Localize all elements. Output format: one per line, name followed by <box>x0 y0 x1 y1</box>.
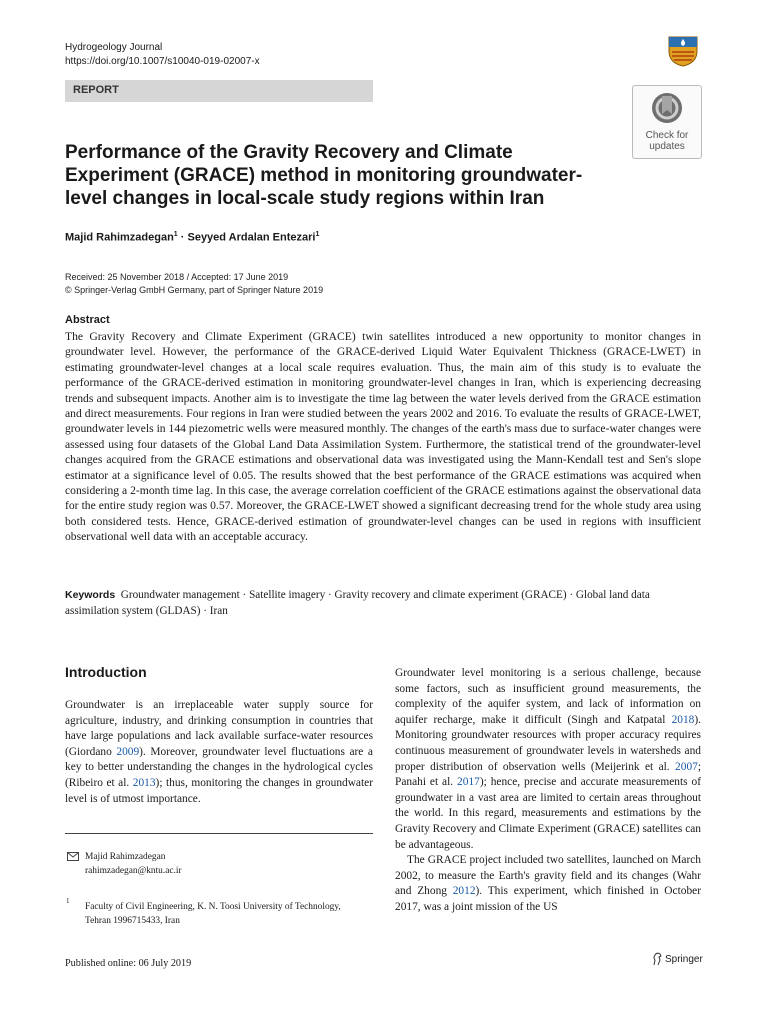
corresponding-author <box>85 850 182 878</box>
journal-name: Hydrogeology Journal <box>65 42 163 53</box>
author-1[interactable]: Majid Rahimzadegan <box>65 231 174 244</box>
keywords-label: Keywords <box>65 589 116 601</box>
envelope-icon <box>67 852 79 861</box>
publisher-name: Springer <box>665 954 703 965</box>
intro-text: Groundwater level monitoring is a serious challenge, because some factors, such as insufficient ground measurements, the complexity of the aquifer system, and lack of information on aquifer recharge, make it difficult (Singh and Katpatal <box>395 667 701 726</box>
paper-title: Performance of the Gravity Recovery and Climate Experiment (GRACE) method in monitoring groundwater-level changes in local-scale study regions within Iran <box>65 142 583 209</box>
bookmark-icon <box>651 92 683 126</box>
intro-text: ). This experiment, which finished in October 2017, was a joint mission of the US <box>395 885 701 913</box>
badge-line1: Check for <box>645 130 689 141</box>
citation-link[interactable]: 2012 <box>452 885 476 898</box>
affiliation-number: 1 <box>66 897 70 905</box>
keywords <box>65 587 705 619</box>
affiliation-line: Tehran 1996715433, Iran <box>85 916 180 926</box>
author-list <box>65 231 319 244</box>
intro-text: ); hence, precise and accurate measurements of groundwater in a vast area are limited to certain areas throughout the world. In this regard, measurements and estimations by the Gravity Recovery and Climate Experiment (GRACE) satellites can be advantageous. <box>395 776 701 851</box>
intro-text: Groundwater is an irreplaceable water supply source for agriculture, industry, and drinking consumption in countries that have large populations and lack available surface-water resources (Giordano <box>65 699 373 758</box>
journal-logo-icon <box>666 33 700 67</box>
author-1-affil: 1 <box>173 231 178 238</box>
corresponding-name: Majid Rahimzadegan <box>85 852 166 862</box>
intro-text: ); thus, monitoring the changes in groundwater level is of utmost importance. <box>65 776 374 805</box>
intro-paragraph <box>395 853 701 915</box>
doi-link[interactable]: https://doi.org/10.1007/s10040-019-02007-x <box>65 56 260 67</box>
citation-link[interactable]: 2018 <box>671 713 695 726</box>
intro-right-column <box>395 666 701 916</box>
section-bar <box>65 80 373 102</box>
affiliation <box>85 900 380 928</box>
abstract-heading: Abstract <box>65 314 110 326</box>
journal-header <box>65 41 260 69</box>
springer-horse-icon <box>651 952 663 966</box>
intro-text: The GRACE project included two satellites, launched on March 2002, to measure the Earth's gravity field and its changes (Wahr and Zhong <box>395 854 701 898</box>
check-for-updates-badge[interactable] <box>632 85 702 159</box>
corresponding-email[interactable]: rahimzadegan@kntu.ac.ir <box>85 866 182 876</box>
published-online: Published online: 06 July 2019 <box>65 958 192 969</box>
publication-dates <box>65 271 323 297</box>
introduction-heading: Introduction <box>65 664 147 680</box>
abstract-text: The Gravity Recovery and Climate Experiment (GRACE) twin satellites introduced a new opportunity to monitor changes in groundwater level. However, the performance of the GRACE-derived Liquid Water Equivalent Thickness (GRACE-LWET) in estimating groundwater-level changes at a local scale requires evaluation. Thus, the main aim of this study is to evaluate the performance of the GRACE-derived estimation in monitoring groundwater-level changes in Iran, which is experiencing decreasing trends and subsequent impacts. Another aim is to investigate the time lag between the water levels derived from the GRACE estimation and direct measurements. Four regions in Iran were studied between the years 2002 and 2016. To evaluate the results of GRACE-LWET, groundwater levels in 144 piezometric wells were measured monthly. The changes of the earth's mass due to surface-water changes were assessed using four datasets of the Global Land Data Assimilation System. Furthermore, the statistical trend of the groundwater-level changes acquired from the GRACE estimations and observational data was investigated using the Mann-Kendall test and Sen's slope estimator at a significance level of 0.05. The results showed that the best performance of the GRACE estimations was acquired when considering a 2-month time lag. In this case, the average correlation coefficient of the GRACE estimations against the observational data for the entire study region was 0.57. Moreover, the GRACE-LWET showed a significant decreasing trend for the whole study area using both considered tests. Hence, GRACE-derived estimation of groundwater-level changes can be used in regions with insufficient observational well data with an acceptable accuracy. <box>65 330 701 544</box>
citation-link[interactable]: 2009 <box>116 745 140 758</box>
author-2[interactable]: Seyyed Ardalan Entezari <box>187 231 316 244</box>
citation-link[interactable]: 2017 <box>457 776 480 789</box>
received-accepted: Received: 25 November 2018 / Accepted: 17 June 2019 <box>65 272 289 282</box>
affiliation-line: Faculty of Civil Engineering, K. N. Toosi University of Technology, <box>85 902 341 912</box>
section-label: REPORT <box>73 84 119 96</box>
author-2-affil: 1 <box>315 231 320 238</box>
keywords-list: Groundwater management · Satellite imagery · Gravity recovery and climate experiment (GRACE) · Global land data assimilation system (GLDAS) · Iran <box>65 589 650 617</box>
intro-paragraph <box>395 666 701 853</box>
copyright-line: © Springer-Verlag GmbH Germany, part of Springer Nature 2019 <box>65 285 324 295</box>
author-separator: · <box>177 231 188 244</box>
intro-text: ). Moreover, groundwater level fluctuations are a key to better understanding the changes in the hydrological cycles (Ribeiro et al. <box>65 745 373 789</box>
badge-line2: updates <box>649 141 685 152</box>
intro-text: ). Monitoring groundwater resources with proper accuracy requires continuous measurement of groundwater levels in watersheds and proper distribution of observation wells (Meijerink et al. <box>395 713 701 773</box>
citation-link[interactable]: 2007 <box>675 760 698 773</box>
intro-text: ; Panahi et al. <box>395 760 701 789</box>
intro-left-column <box>65 698 373 807</box>
citation-link[interactable]: 2013 <box>132 776 156 789</box>
footnote-divider <box>65 833 373 834</box>
